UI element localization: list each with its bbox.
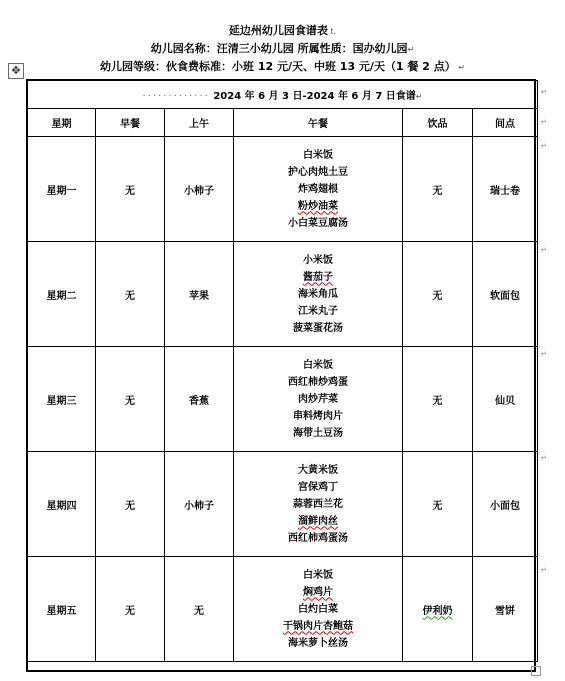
header-lunch: 午餐	[234, 109, 403, 137]
drink-cell	[403, 557, 473, 662]
snack-cell: 小面包	[473, 452, 538, 557]
lunch-dish: 蒜蓉西兰花	[293, 498, 343, 510]
drink-text: 伊利奶	[422, 605, 453, 617]
lunch-dish: 白米饭	[303, 359, 333, 371]
header-morning: 上午	[165, 109, 234, 137]
lunch-dish: 焖鸡片	[303, 586, 333, 598]
weekday-cell: 星期二	[28, 242, 96, 347]
drink-cell: 无	[403, 347, 473, 452]
row-end-mark-icon: ↵	[541, 118, 547, 126]
lunch-dish: 白灼白菜	[298, 603, 338, 615]
row-end-mark-icon: ↵	[541, 350, 547, 358]
header-weekday: 星期	[28, 109, 96, 137]
morning-cell: 苹果	[165, 242, 234, 347]
menu-title: 延边州幼儿园食谱表 t.	[228, 24, 337, 37]
lunch-dish: 海米角瓜	[298, 288, 338, 300]
lunch-dish: 西红柿炒鸡蛋	[288, 376, 348, 388]
breakfast-cell: 无	[96, 347, 165, 452]
kindergarten-name-line: 幼儿园名称：汪清三小幼儿园 所属性质：国办幼儿园↵	[150, 42, 415, 55]
header-drink: 饮品	[403, 109, 473, 137]
lunch-dish: 小白菜豆腐汤	[288, 217, 348, 229]
lunch-dish: 串料烤肉片	[293, 410, 343, 422]
drink-cell: 无	[403, 452, 473, 557]
weekday-cell: 星期四	[28, 452, 96, 557]
lunch-dish: 肉炒芹菜	[298, 393, 338, 405]
lunch-cell	[234, 242, 403, 347]
row-end-mark-icon: ↵	[541, 454, 547, 462]
morning-cell: 小柿子	[165, 452, 234, 557]
lunch-dish: 江米丸子	[298, 305, 338, 317]
table-header-row	[28, 109, 538, 137]
menu-period: ············· 2024 年 6 月 3 日-2024 年 6 月 7 日食谱↵	[28, 81, 538, 109]
morning-cell: 香蕉	[165, 347, 234, 452]
header-breakfast: 早餐	[96, 109, 165, 137]
lunch-dish: 海米萝卜丝汤	[288, 637, 348, 649]
table-row-monday	[28, 137, 538, 242]
table-resize-handle-icon[interactable]	[531, 666, 541, 676]
row-end-mark-icon: ↵	[541, 566, 547, 574]
breakfast-cell: 无	[96, 452, 165, 557]
lunch-cell	[234, 452, 403, 557]
lunch-dish: 西红柿鸡蛋汤	[288, 532, 348, 544]
snack-cell: 瑞士卷	[473, 137, 538, 242]
morning-cell: 无	[165, 557, 234, 662]
weekday-cell: 星期三	[28, 347, 96, 452]
row-end-mark-icon: ↵	[541, 246, 547, 254]
lunch-dish: 小米饭	[303, 254, 333, 266]
lunch-dish: 大黄米饭	[298, 464, 338, 476]
lunch-dish: 白米饭	[303, 149, 333, 161]
snack-cell: 仙贝	[473, 347, 538, 452]
weekday-cell: 星期一	[28, 137, 96, 242]
row-end-mark-icon: ↵	[541, 88, 547, 96]
drink-cell: 无	[403, 242, 473, 347]
lunch-dish: 白米饭	[303, 569, 333, 581]
weekday-cell: 星期五	[28, 557, 96, 662]
breakfast-cell: 无	[96, 137, 165, 242]
table-move-handle-icon[interactable]: ✥	[8, 63, 24, 79]
lunch-cell	[234, 137, 403, 242]
lunch-dish: 宫保鸡丁	[298, 481, 338, 493]
header-snack: 间点	[473, 109, 538, 137]
fee-standard-line: 幼儿园等级：伙食费标准：小班 12 元/天、中班 13 元/天（1 餐 2 点） ↵	[99, 60, 465, 73]
lunch-dish: 护心肉炖土豆	[288, 166, 348, 178]
lunch-dish: 菠菜蛋花汤	[293, 322, 343, 334]
row-end-mark-icon: ↵	[541, 142, 547, 150]
lunch-dish: 粉炒油菜	[298, 200, 338, 212]
lunch-dish: 溜鲜肉丝	[298, 515, 338, 527]
snack-cell: 雪饼	[473, 557, 538, 662]
period-row	[28, 81, 538, 109]
breakfast-cell: 无	[96, 242, 165, 347]
snack-cell: 软面包	[473, 242, 538, 347]
table-row-friday	[28, 557, 538, 662]
menu-table	[27, 80, 538, 662]
lunch-cell	[234, 557, 403, 662]
morning-cell: 小柿子	[165, 137, 234, 242]
table-row-tuesday	[28, 242, 538, 347]
table-row-wednesday	[28, 347, 538, 452]
drink-cell: 无	[403, 137, 473, 242]
lunch-dish: 海带土豆汤	[293, 427, 343, 439]
table-row-thursday	[28, 452, 538, 557]
lunch-dish: 干锅肉片杏鲍菇	[283, 620, 353, 632]
breakfast-cell: 无	[96, 557, 165, 662]
lunch-dish: 炸鸡翅根	[298, 183, 338, 195]
lunch-cell	[234, 347, 403, 452]
lunch-dish: 酱茄子	[303, 271, 333, 283]
